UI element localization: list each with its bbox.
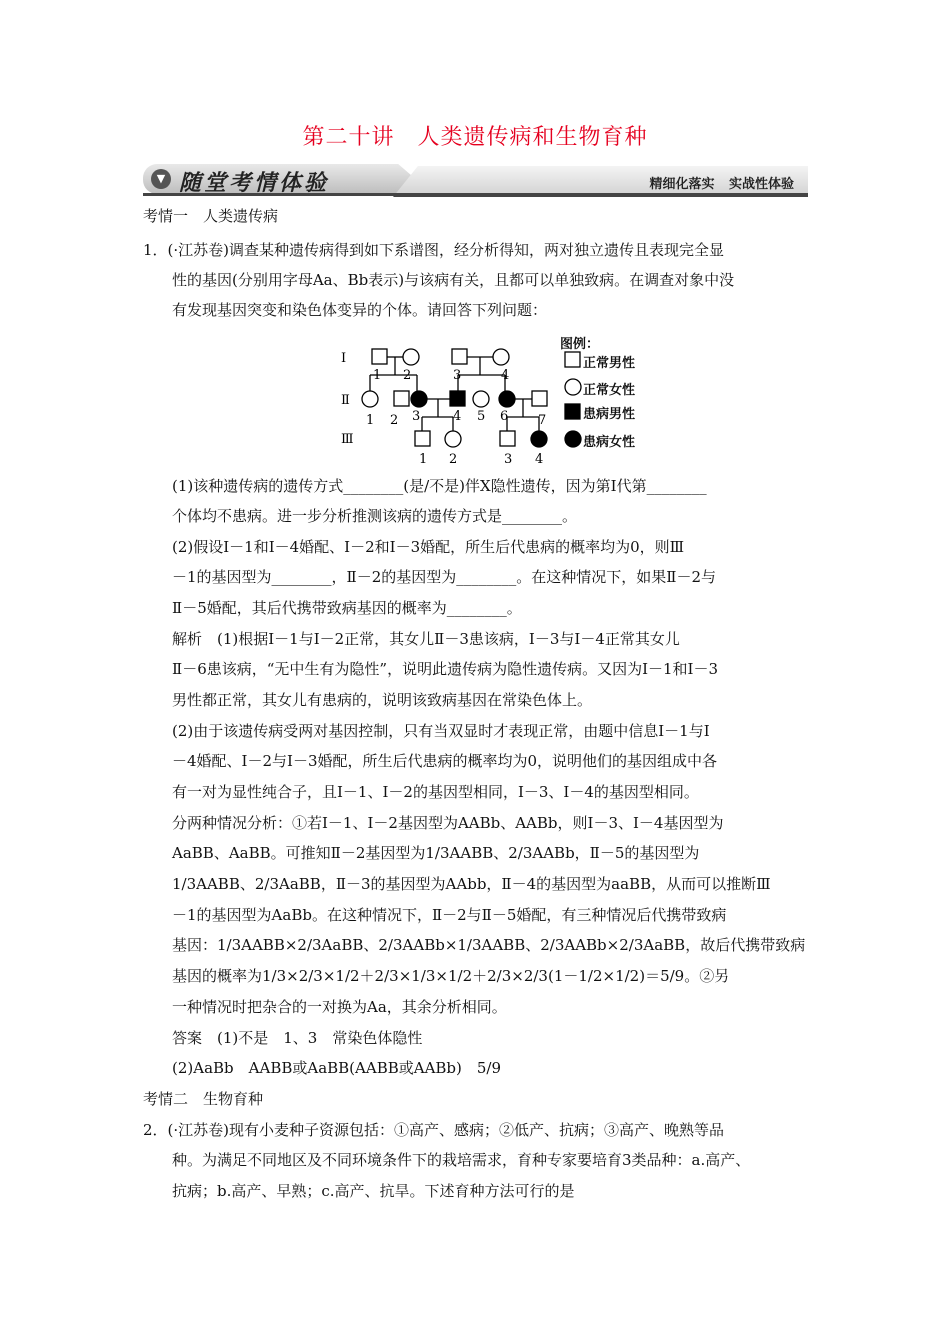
gen-label-1: Ⅰ [341,351,347,366]
section-heading-2: 考情二 生物育种 [143,1090,264,1108]
legend-normal-female: 正常女性 [583,383,636,398]
g2-num-1: 1 [366,413,375,428]
g1-num-3: 3 [453,368,462,383]
analysis-line-12: 基因的概率为1/3×2/3×1/2＋2/3×1/3×1/2＋2/3×2/3(1－1/2×1/2)＝5/9。②另 [172,967,730,985]
section-banner [143,162,808,198]
q1-part2-line-1: (2)假设Ⅰ－1和Ⅰ－4婚配、Ⅰ－2和Ⅰ－3婚配，所生后代患病的概率均为0，则Ⅲ [172,538,685,556]
analysis-line-13: 一种情况时把杂合的一对换为Aa，其余分析相同。 [172,998,507,1016]
gen-label-2: Ⅱ [341,393,350,408]
question-1-line-1: 1．(·江苏卷)调查某种遗传病得到如下系谱图，经分析得知，两对独立遗传且表现完全显 [143,241,725,259]
g1-num-4: 4 [501,368,510,383]
analysis-line-6: 有一对为显性纯合子，且Ⅰ－1、Ⅰ－2的基因型相同，Ⅰ－3、Ⅰ－4的基因型相同。 [172,783,699,801]
g3-num-4: 4 [535,452,544,467]
analysis-line-4: (2)由于该遗传病受两对基因控制，只有当双显时才表现正常，由题中信息Ⅰ－1与Ⅰ [172,722,710,740]
gen-label-3: Ⅲ [341,432,354,447]
g2-num-3: 3 [412,409,421,424]
g2-num-6: 6 [500,409,509,424]
analysis-line-2: Ⅱ－6患该病，“无中生有为隐性”，说明此遗传病为隐性遗传病。又因为Ⅰ－1和Ⅰ－3 [172,660,719,678]
g3-num-2: 2 [449,452,458,467]
q1-part2-line-3: Ⅱ－5婚配，其后代携带致病基因的概率为________。 [172,599,522,617]
question-1-line-3: 有发现基因突变和染色体变异的个体。请回答下列问题： [172,301,548,319]
banner-slogan: 精细化落实 实战性体验 [649,177,794,192]
q1-part1-line-2: 个体均不患病。进一步分析推测该病的遗传方式是________。 [172,507,578,525]
question-1-line-2: 性的基因(分别用字母Aa、Bb表示)与该病有关，且都可以单独致病。在调查对象中没 [172,271,735,289]
legend-affected-female: 患病女性 [583,435,636,450]
legend-title: 图例： [560,337,600,352]
page-title: 第二十讲 人类遗传病和生物育种 [302,125,648,150]
g3-num-1: 1 [419,452,428,467]
analysis-line-1: 解析 (1)根据Ⅰ－1与Ⅰ－2正常，其女儿Ⅱ－3患该病，Ⅰ－3与Ⅰ－4正常其女儿 [172,630,680,648]
g2-num-5: 5 [477,409,486,424]
analysis-line-5: －4婚配、Ⅰ－2与Ⅰ－3婚配，所生后代患病的概率均为0，说明他们的基因组成中各 [172,752,718,770]
g2-num-2: 2 [390,413,399,428]
analysis-line-8: AaBB、AaBB。可推知Ⅱ－2基因型为1/3AABB、2/3AABb，Ⅱ－5的基因型为 [172,844,700,862]
answer-line-1: 答案 (1)不是 1、3 常染色体隐性 [172,1029,423,1047]
g1-num-1: 1 [373,368,382,383]
question-2-line-2: 种。为满足不同地区及不同环境条件下的栽培需求，育种专家要培育3类品种：a.高产、 [172,1151,751,1169]
analysis-line-9: 1/3AABB、2/3AaBB，Ⅱ－3的基因型为AAbb，Ⅱ－4的基因型为aaBB，从而可以推断Ⅲ [172,875,771,893]
q1-part2-line-2: －1的基因型为________，Ⅱ－2的基因型为________。在这种情况下，如果Ⅱ－2与 [172,568,717,586]
analysis-line-11: 基因：1/3AABB×2/3AaBB、2/3AABb×1/3AABB、2/3AABb×2/3AaBB，故后代携带致病 [172,936,806,954]
g3-num-3: 3 [504,452,513,467]
section-heading-1: 考情一 人类遗传病 [143,207,279,225]
legend-affected-male: 患病男性 [583,407,636,422]
g1-num-2: 2 [403,368,412,383]
question-2-line-1: 2．(·江苏卷)现有小麦种子资源包括：①高产、感病；②低产、抗病；③高产、晚熟等品 [143,1121,725,1139]
chevron-down-icon: ▼ [151,169,171,189]
analysis-line-3: 男性都正常，其女儿有患病的，说明该致病基因在常染色体上。 [172,691,593,709]
pedigree-chart [335,335,655,470]
banner-title: 随堂考情体验 [179,171,330,196]
q1-part1-line-1: (1)该种遗传病的遗传方式________(是/不是)伴X隐性遗传，因为第Ⅰ代第________ [172,477,707,495]
g2-num-4: 4 [453,409,462,424]
question-2-line-3: 抗病；b.高产、早熟；c.高产、抗旱。下述育种方法可行的是 [172,1182,575,1200]
analysis-line-10: －1的基因型为AaBb。在这种情况下，Ⅱ－2与Ⅱ－5婚配，有三种情况后代携带致病 [172,906,727,924]
legend-normal-male: 正常男性 [583,356,636,371]
answer-line-2: (2)AaBb AABB或AaBB(AABB或AABb) 5/9 [172,1059,502,1077]
analysis-line-7: 分两种情况分析：①若Ⅰ－1、Ⅰ－2基因型为AABb、AABb，则Ⅰ－3、Ⅰ－4基因型为 [172,814,724,832]
g2-num-7: 7 [538,413,547,428]
